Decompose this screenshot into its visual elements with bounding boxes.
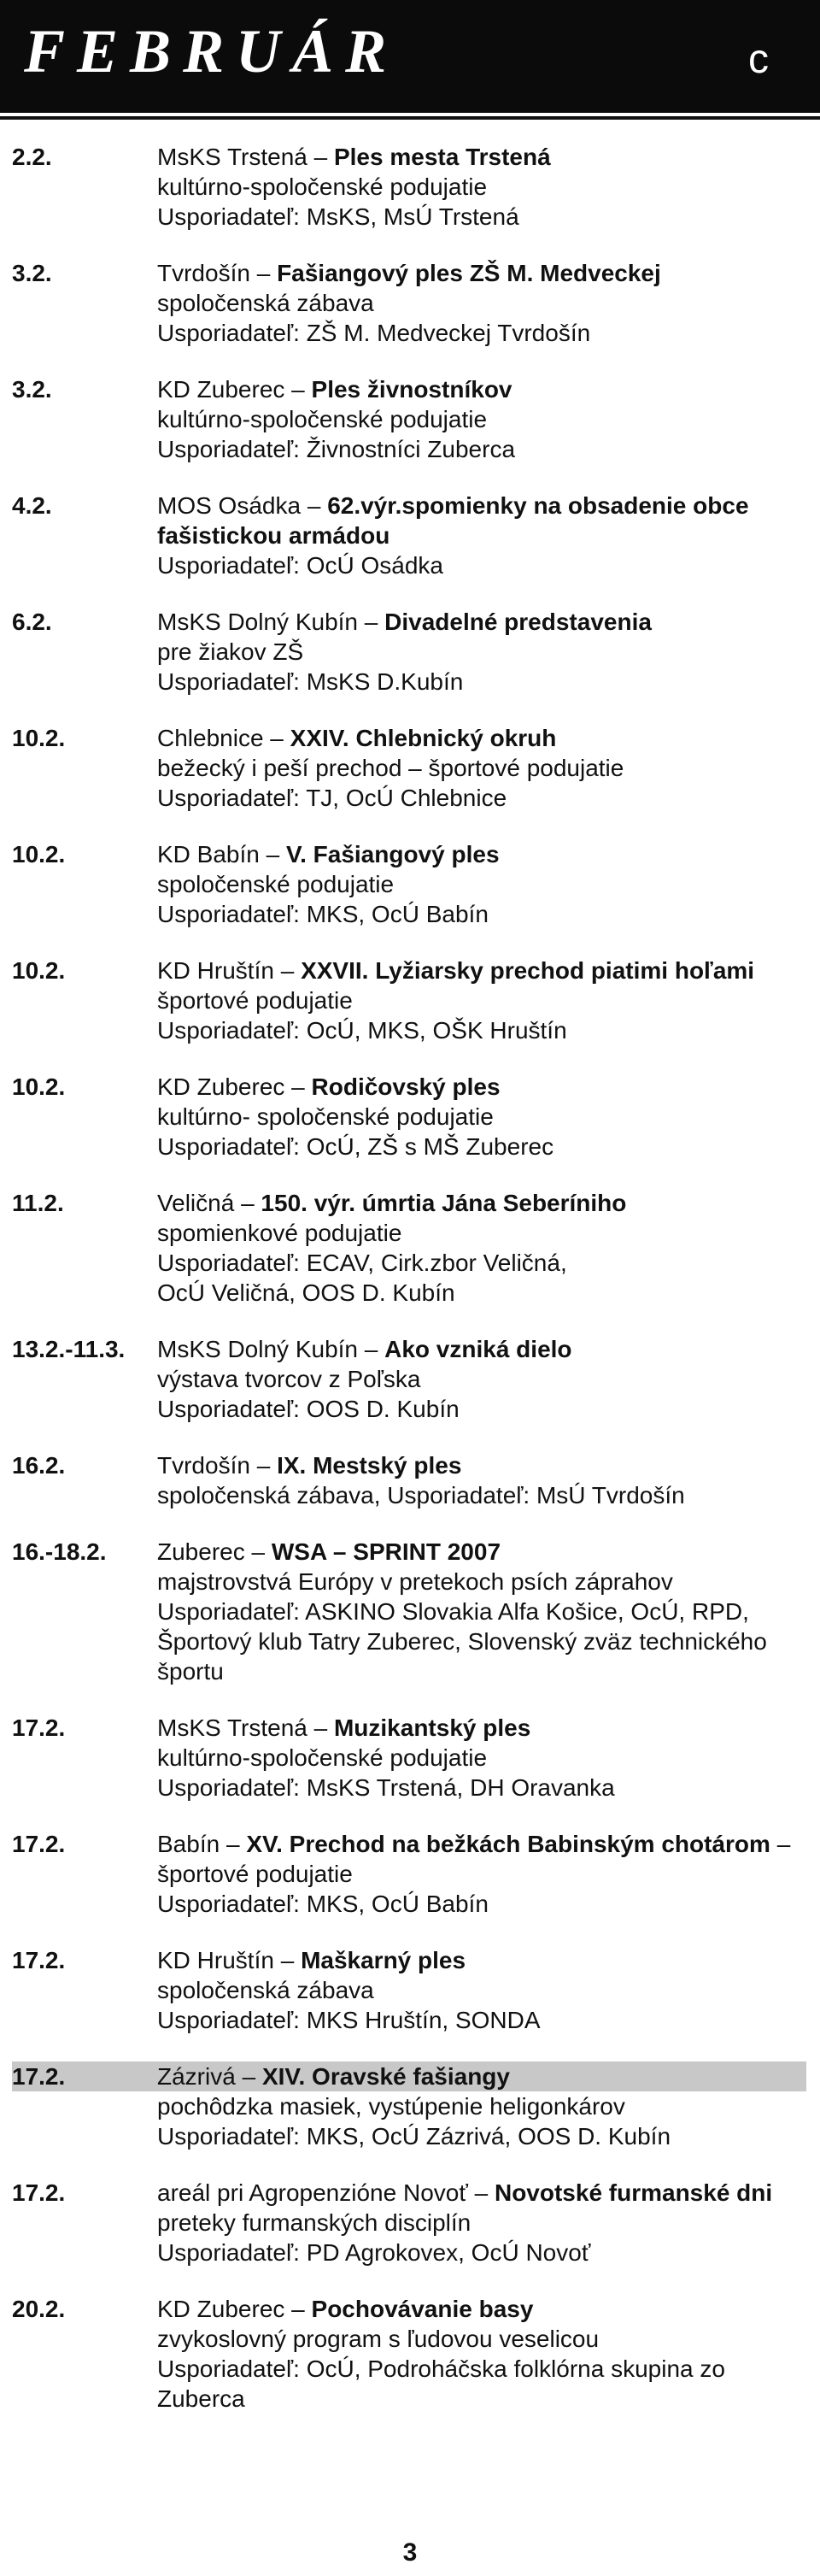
event-title: IX. Mestský ples	[277, 1452, 462, 1479]
event-organizer: Usporiadateľ: ECAV, Cirk.zbor Veličná,	[157, 1250, 567, 1276]
event-body	[157, 2178, 806, 2267]
event-headline	[157, 1072, 806, 1102]
event-title: XIV. Oravské fašiangy	[261, 2063, 510, 2090]
event-body	[157, 491, 806, 580]
event-organizer: Usporiadateľ: PD Agrokovex, OcÚ Novoť	[157, 2239, 591, 2266]
event-headline	[157, 491, 806, 550]
event-date: 2.2.	[12, 144, 52, 170]
event-organizer: Usporiadateľ: MsKS Trstená, DH Oravanka	[157, 1774, 615, 1801]
event-item	[12, 491, 806, 580]
event-body	[157, 142, 806, 232]
event-body	[157, 956, 806, 1045]
event-title: Divadelné predstavenia	[384, 609, 652, 635]
event-title: Pochovávanie basy	[311, 2296, 534, 2322]
section-letter: c	[748, 37, 769, 82]
page-header	[0, 0, 820, 113]
event-date: 10.2.	[12, 1073, 66, 1100]
event-headline	[157, 2178, 806, 2208]
event-item	[12, 1537, 806, 1686]
event-date: 10.2.	[12, 841, 66, 867]
event-title: WSA – SPRINT 2007	[271, 1538, 501, 1565]
event-title: Ples živnostníkov	[311, 376, 512, 403]
event-item	[12, 723, 806, 813]
event-organizer: Usporiadateľ: Živnostníci Zuberca	[157, 436, 516, 462]
event-detail: zvykoslovný program s ľudovou veselicou	[157, 2326, 600, 2352]
event-detail: majstrovstvá Európy v pretekoch psích záprahov	[157, 1568, 673, 1595]
event-organizer: Usporiadateľ: OOS D. Kubín	[157, 1396, 460, 1422]
event-body	[157, 1188, 806, 1308]
event-place: areál pri Agropenzióne Novoť –	[157, 2179, 495, 2206]
event-date: 16.-18.2.	[12, 1538, 107, 1565]
event-organizer: Usporiadateľ: MKS Hruštín, SONDA	[157, 2007, 541, 2033]
event-title: Ples mesta Trstená	[333, 144, 551, 170]
event-body	[157, 723, 806, 813]
event-body	[157, 1713, 806, 1803]
event-body	[157, 1945, 806, 2035]
event-title: Maškarný ples	[301, 1947, 466, 1973]
event-headline	[157, 839, 806, 869]
event-organizer: Usporiadateľ: MKS, OcÚ Babín	[157, 901, 489, 927]
event-place: MsKS Trstená –	[157, 1714, 334, 1741]
event-headline	[157, 142, 806, 172]
event-title: XV. Prechod na bežkách Babinským chotárom	[246, 1831, 770, 1857]
event-organizer: Usporiadateľ: OcÚ, MKS, OŠK Hruštín	[157, 1017, 567, 1044]
event-date: 20.2.	[12, 2296, 66, 2322]
event-detail: spoločenská zábava	[157, 290, 374, 316]
event-item	[12, 1072, 806, 1162]
event-date: 17.2.	[12, 1714, 66, 1741]
event-body	[157, 258, 806, 348]
event-organizer: Usporiadateľ: MKS, OcÚ Zázrivá, OOS D. Kubín	[157, 2123, 671, 2150]
event-body	[157, 1334, 806, 1424]
event-body	[157, 374, 806, 464]
event-place: KD Hruštín –	[157, 1947, 302, 1973]
event-headline	[157, 374, 806, 404]
event-date: 16.2.	[12, 1452, 66, 1479]
event-headline	[157, 1188, 806, 1218]
event-item	[12, 258, 806, 348]
month-title: FEBRUÁR	[24, 17, 399, 85]
header-rule	[0, 116, 820, 120]
event-title: Novotské furmanské dni	[494, 2179, 773, 2206]
event-detail: pochôdzka masiek, vystúpenie heligonkárov	[157, 2093, 625, 2120]
event-place: Veličná –	[157, 1190, 261, 1216]
event-headline	[157, 2294, 806, 2324]
event-item	[12, 839, 806, 929]
event-organizer: Usporiadateľ: OcÚ, Podroháčska folklórna skupina zo Zuberca	[157, 2355, 725, 2412]
event-detail: kultúrno-spoločenské podujatie	[157, 406, 488, 432]
event-organizer: Usporiadateľ: MKS, OcÚ Babín	[157, 1891, 489, 1917]
event-date: 6.2.	[12, 609, 52, 635]
event-place: KD Zuberec –	[157, 1073, 312, 1100]
event-organizer: Usporiadateľ: OcÚ Osádka	[157, 552, 443, 579]
event-place: KD Zuberec –	[157, 2296, 312, 2322]
event-place: Tvrdošín –	[157, 260, 278, 286]
event-detail: kultúrno-spoločenské podujatie	[157, 1744, 488, 1771]
event-date: 3.2.	[12, 376, 52, 403]
event-body	[157, 839, 806, 929]
event-detail: športové podujatie	[157, 987, 353, 1014]
event-item	[12, 374, 806, 464]
event-item	[12, 2294, 806, 2414]
event-item	[12, 2178, 806, 2267]
event-title: XXVII. Lyžiarsky prechod piatimi hoľami	[301, 957, 755, 984]
event-organizer: Usporiadateľ: MsKS D.Kubín	[157, 668, 464, 695]
event-list	[12, 142, 806, 2440]
event-item	[12, 1713, 806, 1803]
event-place: MOS Osádka –	[157, 492, 328, 519]
event-body	[157, 607, 806, 697]
event-body	[157, 1829, 806, 1919]
event-detail: spoločenská zábava	[157, 1977, 374, 2003]
event-detail: preteky furmanských disciplín	[157, 2209, 472, 2236]
event-place: MsKS Dolný Kubín –	[157, 609, 385, 635]
event-date: 17.2.	[12, 1831, 66, 1857]
event-detail: kultúrno- spoločenské podujatie	[157, 1103, 494, 1130]
page-number: 3	[402, 2538, 418, 2567]
event-organizer: Usporiadateľ: MsKS, MsÚ Trstená	[157, 203, 519, 230]
event-body	[157, 1072, 806, 1162]
event-place: KD Hruštín –	[157, 957, 302, 984]
event-date: 17.2.	[12, 1947, 66, 1973]
event-headline	[157, 1450, 806, 1480]
event-item	[12, 1945, 806, 2035]
event-headline	[157, 258, 806, 288]
event-item	[12, 956, 806, 1045]
event-place: Zuberec –	[157, 1538, 272, 1565]
event-item	[12, 1334, 806, 1424]
event-date: 13.2.-11.3.	[12, 1336, 126, 1362]
event-headline	[157, 723, 806, 753]
event-item	[12, 1829, 806, 1919]
event-headline	[157, 1829, 806, 1889]
event-headline	[157, 956, 806, 985]
event-detail: spomienkové podujatie	[157, 1220, 402, 1246]
event-place: KD Zuberec –	[157, 376, 312, 403]
event-organizer: Usporiadateľ: OcÚ, ZŠ s MŠ Zuberec	[157, 1133, 554, 1160]
event-title: Ako vzniká dielo	[384, 1336, 572, 1362]
event-place: MsKS Trstená –	[157, 144, 334, 170]
event-detail: bežecký i peší prechod – športové podujatie	[157, 755, 624, 781]
event-place: Tvrdošín –	[157, 1452, 278, 1479]
event-date: 3.2.	[12, 260, 52, 286]
event-place: Babín –	[157, 1831, 247, 1857]
event-item	[12, 2061, 806, 2151]
event-title: XXIV. Chlebnický okruh	[290, 725, 557, 751]
event-headline	[157, 1537, 806, 1567]
event-organizer: spoločenská zábava, Usporiadateľ: MsÚ Tvrdošín	[157, 1482, 685, 1509]
event-headline	[157, 1945, 806, 1975]
event-headline	[157, 2061, 806, 2091]
event-body	[157, 2061, 806, 2151]
event-place: MsKS Dolný Kubín –	[157, 1336, 385, 1362]
event-organizer: Usporiadateľ: ASKINO Slovakia Alfa Košice, OcÚ, RPD, Športový klub Tatry Zuberec, Slovenský zväz technického športu	[157, 1598, 767, 1685]
event-date: 10.2.	[12, 957, 66, 984]
event-item	[12, 1188, 806, 1308]
event-title: Rodičovský ples	[311, 1073, 501, 1100]
event-date: 10.2.	[12, 725, 66, 751]
event-detail: pre žiakov ZŠ	[157, 638, 304, 665]
event-item	[12, 142, 806, 232]
event-date: 17.2.	[12, 2179, 66, 2206]
event-item	[12, 607, 806, 697]
event-headline	[157, 607, 806, 637]
event-headline	[157, 1713, 806, 1743]
event-body	[157, 2294, 806, 2414]
event-item	[12, 1450, 806, 1510]
event-detail: výstava tvorcov z Poľska	[157, 1366, 421, 1392]
event-detail: spoločenské podujatie	[157, 871, 395, 897]
event-title: V. Fašiangový ples	[285, 841, 500, 867]
event-headline	[157, 1334, 806, 1364]
event-title: Fašiangový ples ZŠ M. Medveckej	[277, 260, 661, 286]
event-suffix: – športové podujatie	[157, 1831, 791, 1887]
event-date: 4.2.	[12, 492, 52, 519]
event-body	[157, 1537, 806, 1686]
event-title: 62.výr.spomienky na obsadenie obce fašistickou armádou	[157, 492, 749, 549]
event-place: Zázrivá –	[157, 2063, 262, 2090]
event-title: Muzikantský ples	[333, 1714, 531, 1741]
event-date: 11.2.	[12, 1190, 64, 1216]
event-place: Chlebnice –	[157, 725, 290, 751]
event-organizer-cont: OcÚ Veličná, OOS D. Kubín	[157, 1279, 455, 1306]
event-place: KD Babín –	[157, 841, 286, 867]
event-detail: kultúrno-spoločenské podujatie	[157, 173, 488, 200]
event-organizer: Usporiadateľ: ZŠ M. Medveckej Tvrdošín	[157, 320, 591, 346]
event-organizer: Usporiadateľ: TJ, OcÚ Chlebnice	[157, 785, 507, 811]
event-body	[157, 1450, 806, 1510]
event-date: 17.2.	[12, 2061, 157, 2091]
event-title: 150. výr. úmrtia Jána Seberíniho	[261, 1190, 627, 1216]
